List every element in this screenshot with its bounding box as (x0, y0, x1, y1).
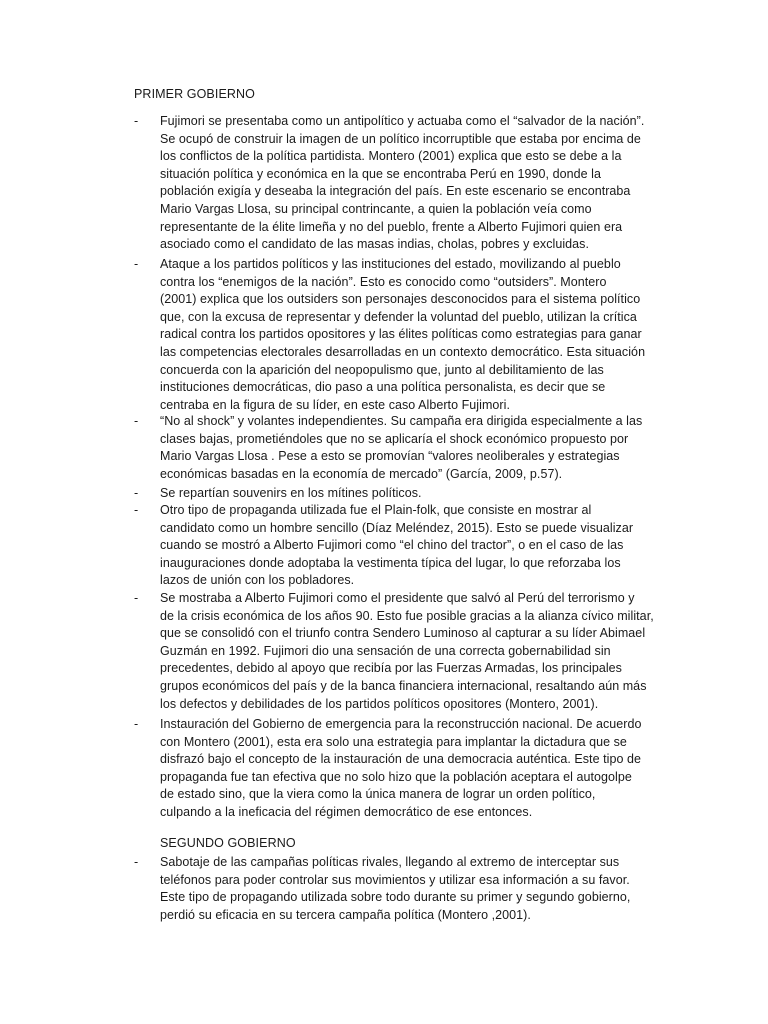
text-line: representante de la élite limeña y no del pueblo, frente a Alberto Fujimori quien era (160, 219, 623, 234)
text-line: de estado sino, que la viera como la única manera de lograr un orden político, (160, 787, 596, 802)
bullet-text (160, 502, 660, 590)
bullet-dash: - (134, 414, 139, 428)
text-line: culpando a la ineficacia del régimen democrático de ese entonces. (160, 804, 533, 819)
text-line: Se mostraba a Alberto Fujimori como el presidente que salvó al Perú del terrorismo y (160, 591, 635, 605)
text-line: precedentes, debido al apoyo que recibía por las Fuerzas Armadas, los principales (160, 661, 622, 676)
text-line: situación política y económica en la que se encontraba Perú en 1990, donde la (160, 166, 601, 181)
bullet-dash: - (134, 257, 139, 271)
text-line: los defectos y debilidades de los partidos políticos opositores (Montero, 2001). (160, 696, 599, 711)
bullet-dash: - (134, 503, 139, 517)
text-line: lazos de unión con los pobladores. (160, 573, 355, 588)
bullet-dash: - (134, 717, 139, 731)
text-line: instituciones democráticas, dio paso a una política personalista, es decir que se (160, 380, 606, 395)
text-line: Se repartían souvenirs en los mítines políticos. (160, 486, 422, 500)
text-line: los conflictos de la política partidista. Montero (2001) explica que esto se debe a la (160, 149, 622, 164)
text-line: Fujimori se presentaba como un antipolítico y actuaba como el “salvador de la nación”. (160, 114, 645, 128)
text-line: (2001) explica que los outsiders son personajes desconocidos para el sistema político (160, 292, 641, 307)
text-line: Otro tipo de propaganda utilizada fue el Plain-folk, que consiste en mostrar al (160, 503, 592, 517)
section-heading-segundo-gobierno: SEGUNDO GOBIERNO (160, 836, 296, 850)
bullet-text (160, 413, 660, 483)
text-line: las competencias electorales desarrolladas en un contexto democrático. Esta situación (160, 344, 646, 359)
text-line: Sabotaje de las campañas políticas rivales, llegando al extremo de interceptar sus (160, 855, 620, 869)
text-line: concuerda con la aparición del neopopulismo que, junto al debilitamiento de las (160, 362, 604, 377)
bullet-dash: - (134, 591, 139, 605)
bullet-dash: - (134, 855, 139, 869)
text-line: asociado como el candidato de las masas indias, cholas, pobres y excluidas. (160, 237, 589, 252)
text-line: radical contra los partidos opositores y las élites políticas como estrategias para ganar (160, 327, 642, 342)
text-line: Guzmán en 1992. Fujimori dio una sensación de una correcta gobernabilidad sin (160, 643, 611, 658)
bullet-text (160, 256, 660, 414)
bullet-text (160, 716, 660, 822)
text-line: Mario Vargas Llosa, su principal contrincante, a quien la población veía como (160, 201, 592, 216)
text-line: Se ocupó de construir la imagen de un político incorruptible que estaba por encima de (160, 131, 641, 146)
text-line: con Montero (2001), esta era solo una estrategia para implantar la dictadura que se (160, 734, 627, 749)
text-line: candidato como un hombre sencillo (Díaz Meléndez, 2015). Esto se puede visualizar (160, 520, 634, 535)
text-line: Mario Vargas Llosa . Pese a esto se promovían “valores neoliberales y estrategias (160, 449, 620, 464)
text-line: cuando se mostró a Alberto Fujimori como “el chino del tractor”, o en el caso de las (160, 538, 624, 553)
text-line: propaganda fue tan efectiva que no solo hizo que la población aceptara el autogolpe (160, 769, 632, 784)
text-line: disfrazó bajo el concepto de la instauración de una democracia auténtica. Este tipo de (160, 752, 641, 767)
text-line: Instauración del Gobierno de emergencia para la reconstrucción nacional. De acuerdo (160, 717, 642, 731)
text-line: que se consolidó con el triunfo contra Sendero Luminoso al capturar a su líder Abimael (160, 626, 646, 641)
text-line: teléfonos para poder controlar sus movimientos y utilizar esa información a su favor. (160, 872, 630, 887)
text-line: que, con la excusa de representar y defender la voluntad del pueblo, utilizan la crítica (160, 309, 637, 324)
section-heading-primer-gobierno: PRIMER GOBIERNO (134, 87, 255, 101)
text-line: clases bajas, prometiéndoles que no se aplicaría el shock económico propuesto por (160, 431, 629, 446)
bullet-text (160, 854, 660, 924)
text-line: perdió su eficacia en su tercera campaña política (Montero ,2001). (160, 907, 531, 922)
bullet-dash: - (134, 114, 139, 128)
text-line: Ataque a los partidos políticos y las instituciones del estado, movilizando al pueblo (160, 257, 621, 271)
bullet-text (160, 113, 660, 254)
text-line: centraba en la figura de su líder, en este caso Alberto Fujimori. (160, 397, 510, 412)
text-line: de la crisis económica de los años 90. Esto fue posible gracias a la alianza cívico militar, (160, 608, 654, 623)
text-line: Este tipo de propagando utilizada sobre todo durante su primer y segundo gobierno, (160, 890, 631, 905)
text-line: económicas basadas en la economía de mercado” (García, 2009, p.57). (160, 466, 563, 481)
text-line: inauguraciones donde adoptaba la vestimenta típica del lugar, lo que reforzaba los (160, 555, 621, 570)
text-line: población exigía y deseaba la integración del país. En este escenario se encontraba (160, 184, 631, 199)
text-line: grupos económicos del país y de la banca financiera internacional, resaltando aún más (160, 678, 647, 693)
text-line: “No al shock” y volantes independientes. Su campaña era dirigida especialmente a las (160, 414, 643, 428)
bullet-text (160, 590, 660, 713)
bullet-text (160, 485, 660, 503)
text-line: contra los “enemigos de la nación”. Esto es conocido como “outsiders”. Montero (160, 274, 607, 289)
bullet-dash: - (134, 486, 139, 500)
